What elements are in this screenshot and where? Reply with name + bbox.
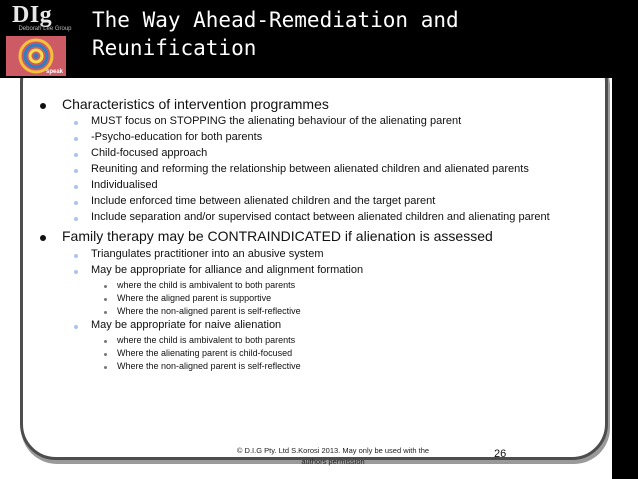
slide-title-line-1: The Way Ahead-Remediation and bbox=[92, 8, 459, 32]
copyright-line-1: © D.I.G Pty. Ltd S.Korosi 2013. May only be used with the bbox=[236, 446, 430, 455]
section2-heading: Family therapy may be CONTRAINDICATED if alienation is assessed bbox=[62, 228, 493, 244]
sub-bullet bbox=[104, 366, 107, 369]
list-bullet bbox=[74, 137, 78, 141]
list-bullet bbox=[74, 270, 78, 274]
slide-title-line-2: Reunification bbox=[92, 36, 257, 60]
section1-item: Include separation and/or supervised contact between alienated children and alienating parent bbox=[91, 211, 550, 223]
sub-bullet bbox=[104, 311, 107, 314]
section2-subitem: Where the non-aligned parent is self-reflective bbox=[117, 361, 301, 371]
sub-bullet bbox=[104, 353, 107, 356]
section2-item: Triangulates practitioner into an abusive system bbox=[91, 248, 324, 260]
section1-item: Individualised bbox=[91, 179, 158, 191]
page-number: 26 bbox=[494, 448, 507, 460]
section1-bullet bbox=[40, 103, 46, 109]
list-bullet bbox=[74, 217, 78, 221]
dlg-logo-text: DIg bbox=[12, 2, 53, 28]
section2-subitem: where the child is ambivalent to both parents bbox=[117, 280, 296, 290]
section2-subitem: Where the aligned parent is supportive bbox=[117, 293, 272, 303]
section1-item: Reuniting and reforming the relationship between alienated children and alienated parents bbox=[91, 163, 529, 175]
list-bullet bbox=[74, 121, 78, 125]
sub-bullet bbox=[104, 285, 107, 288]
section2-subitem: where the child is ambivalent to both parents bbox=[117, 335, 296, 345]
section1-item: MUST focus on STOPPING the alienating behaviour of the alienating parent bbox=[91, 115, 462, 127]
sub-bullet bbox=[104, 298, 107, 301]
spiral-logo-text: speak bbox=[46, 69, 64, 75]
list-bullet bbox=[74, 201, 78, 205]
list-bullet bbox=[74, 169, 78, 173]
copyright-line-2: authors permission bbox=[301, 457, 365, 466]
section2-subitem: Where the alienating parent is child-focused bbox=[117, 348, 293, 358]
section2-bullet bbox=[40, 235, 46, 241]
sub-bullet bbox=[104, 340, 107, 343]
section1-item: Child-focused approach bbox=[91, 147, 208, 159]
dlg-logo-subtext: Deborah Lee Group bbox=[18, 26, 72, 32]
section2-subitem: Where the non-aligned parent is self-reflective bbox=[117, 306, 301, 316]
section1-item: -Psycho-education for both parents bbox=[91, 131, 263, 143]
copyright-notice bbox=[228, 445, 438, 467]
section1-item: Include enforced time between alienated children and the target parent bbox=[91, 195, 436, 207]
list-bullet bbox=[74, 185, 78, 189]
list-bullet bbox=[74, 153, 78, 157]
list-bullet bbox=[74, 254, 78, 258]
list-bullet bbox=[74, 325, 78, 329]
section1-heading: Characteristics of intervention programmes bbox=[62, 96, 329, 112]
section2-item: May be appropriate for alliance and alignment formation bbox=[91, 264, 364, 276]
section2-item: May be appropriate for naive alienation bbox=[91, 319, 282, 331]
